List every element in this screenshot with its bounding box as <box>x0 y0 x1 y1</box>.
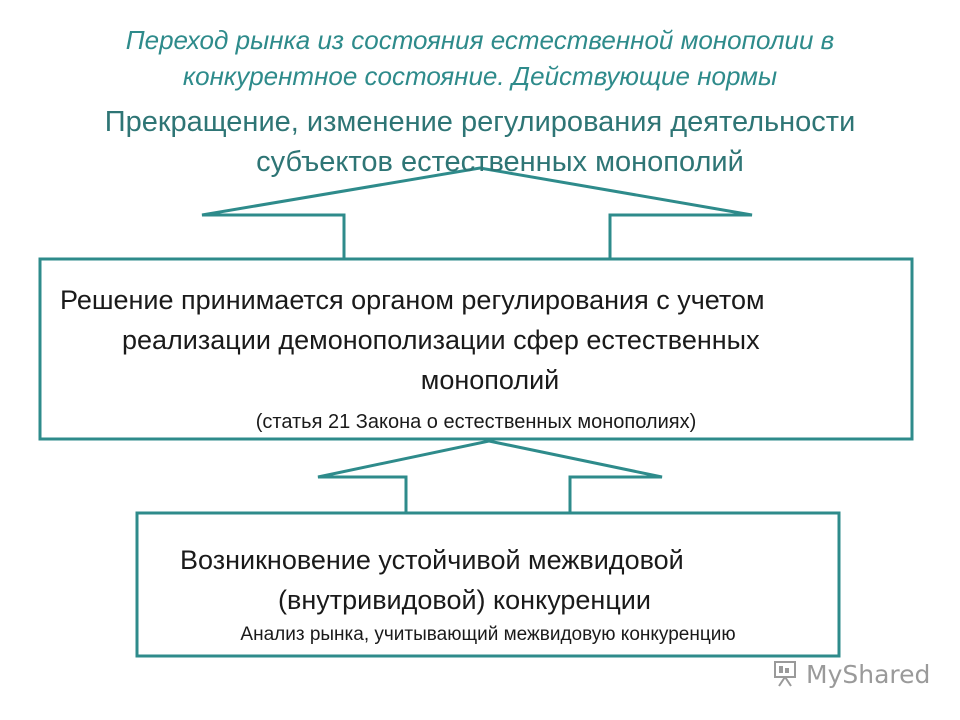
presentation-icon <box>770 659 800 689</box>
decision-note: (статья 21 Закона о естественных монополиях) <box>255 411 697 433</box>
competition-note: Анализ рынка, учитывающий межвидовую конкуренцию <box>240 624 736 645</box>
watermark-text: MyShared <box>806 659 931 689</box>
title-line-1: Переход рынка из состояния естественной монополии в <box>125 25 835 55</box>
decision-line-1: Решение принимается органом регулирования с учетом <box>60 285 765 315</box>
watermark <box>770 657 930 691</box>
decision-text <box>50 280 910 400</box>
goal-line-1: Прекращение, изменение регулирования деятельности <box>104 106 856 138</box>
title-line-2: конкурентное состояние. Действующие нормы <box>182 61 778 91</box>
competition-line-2: (внутривидовой) конкуренции <box>278 585 651 615</box>
decision-line-2: реализации демонополизации сфер естественных <box>122 325 760 355</box>
competition-line-1: Возникновение устойчивой межвидовой <box>180 545 684 575</box>
arrow-up-middle <box>318 441 662 512</box>
diagram-goal <box>40 102 920 182</box>
decision-line-3: монополий <box>420 365 560 395</box>
goal-line-2: субъектов естественных монополий <box>256 146 744 178</box>
competition-text <box>150 540 830 620</box>
